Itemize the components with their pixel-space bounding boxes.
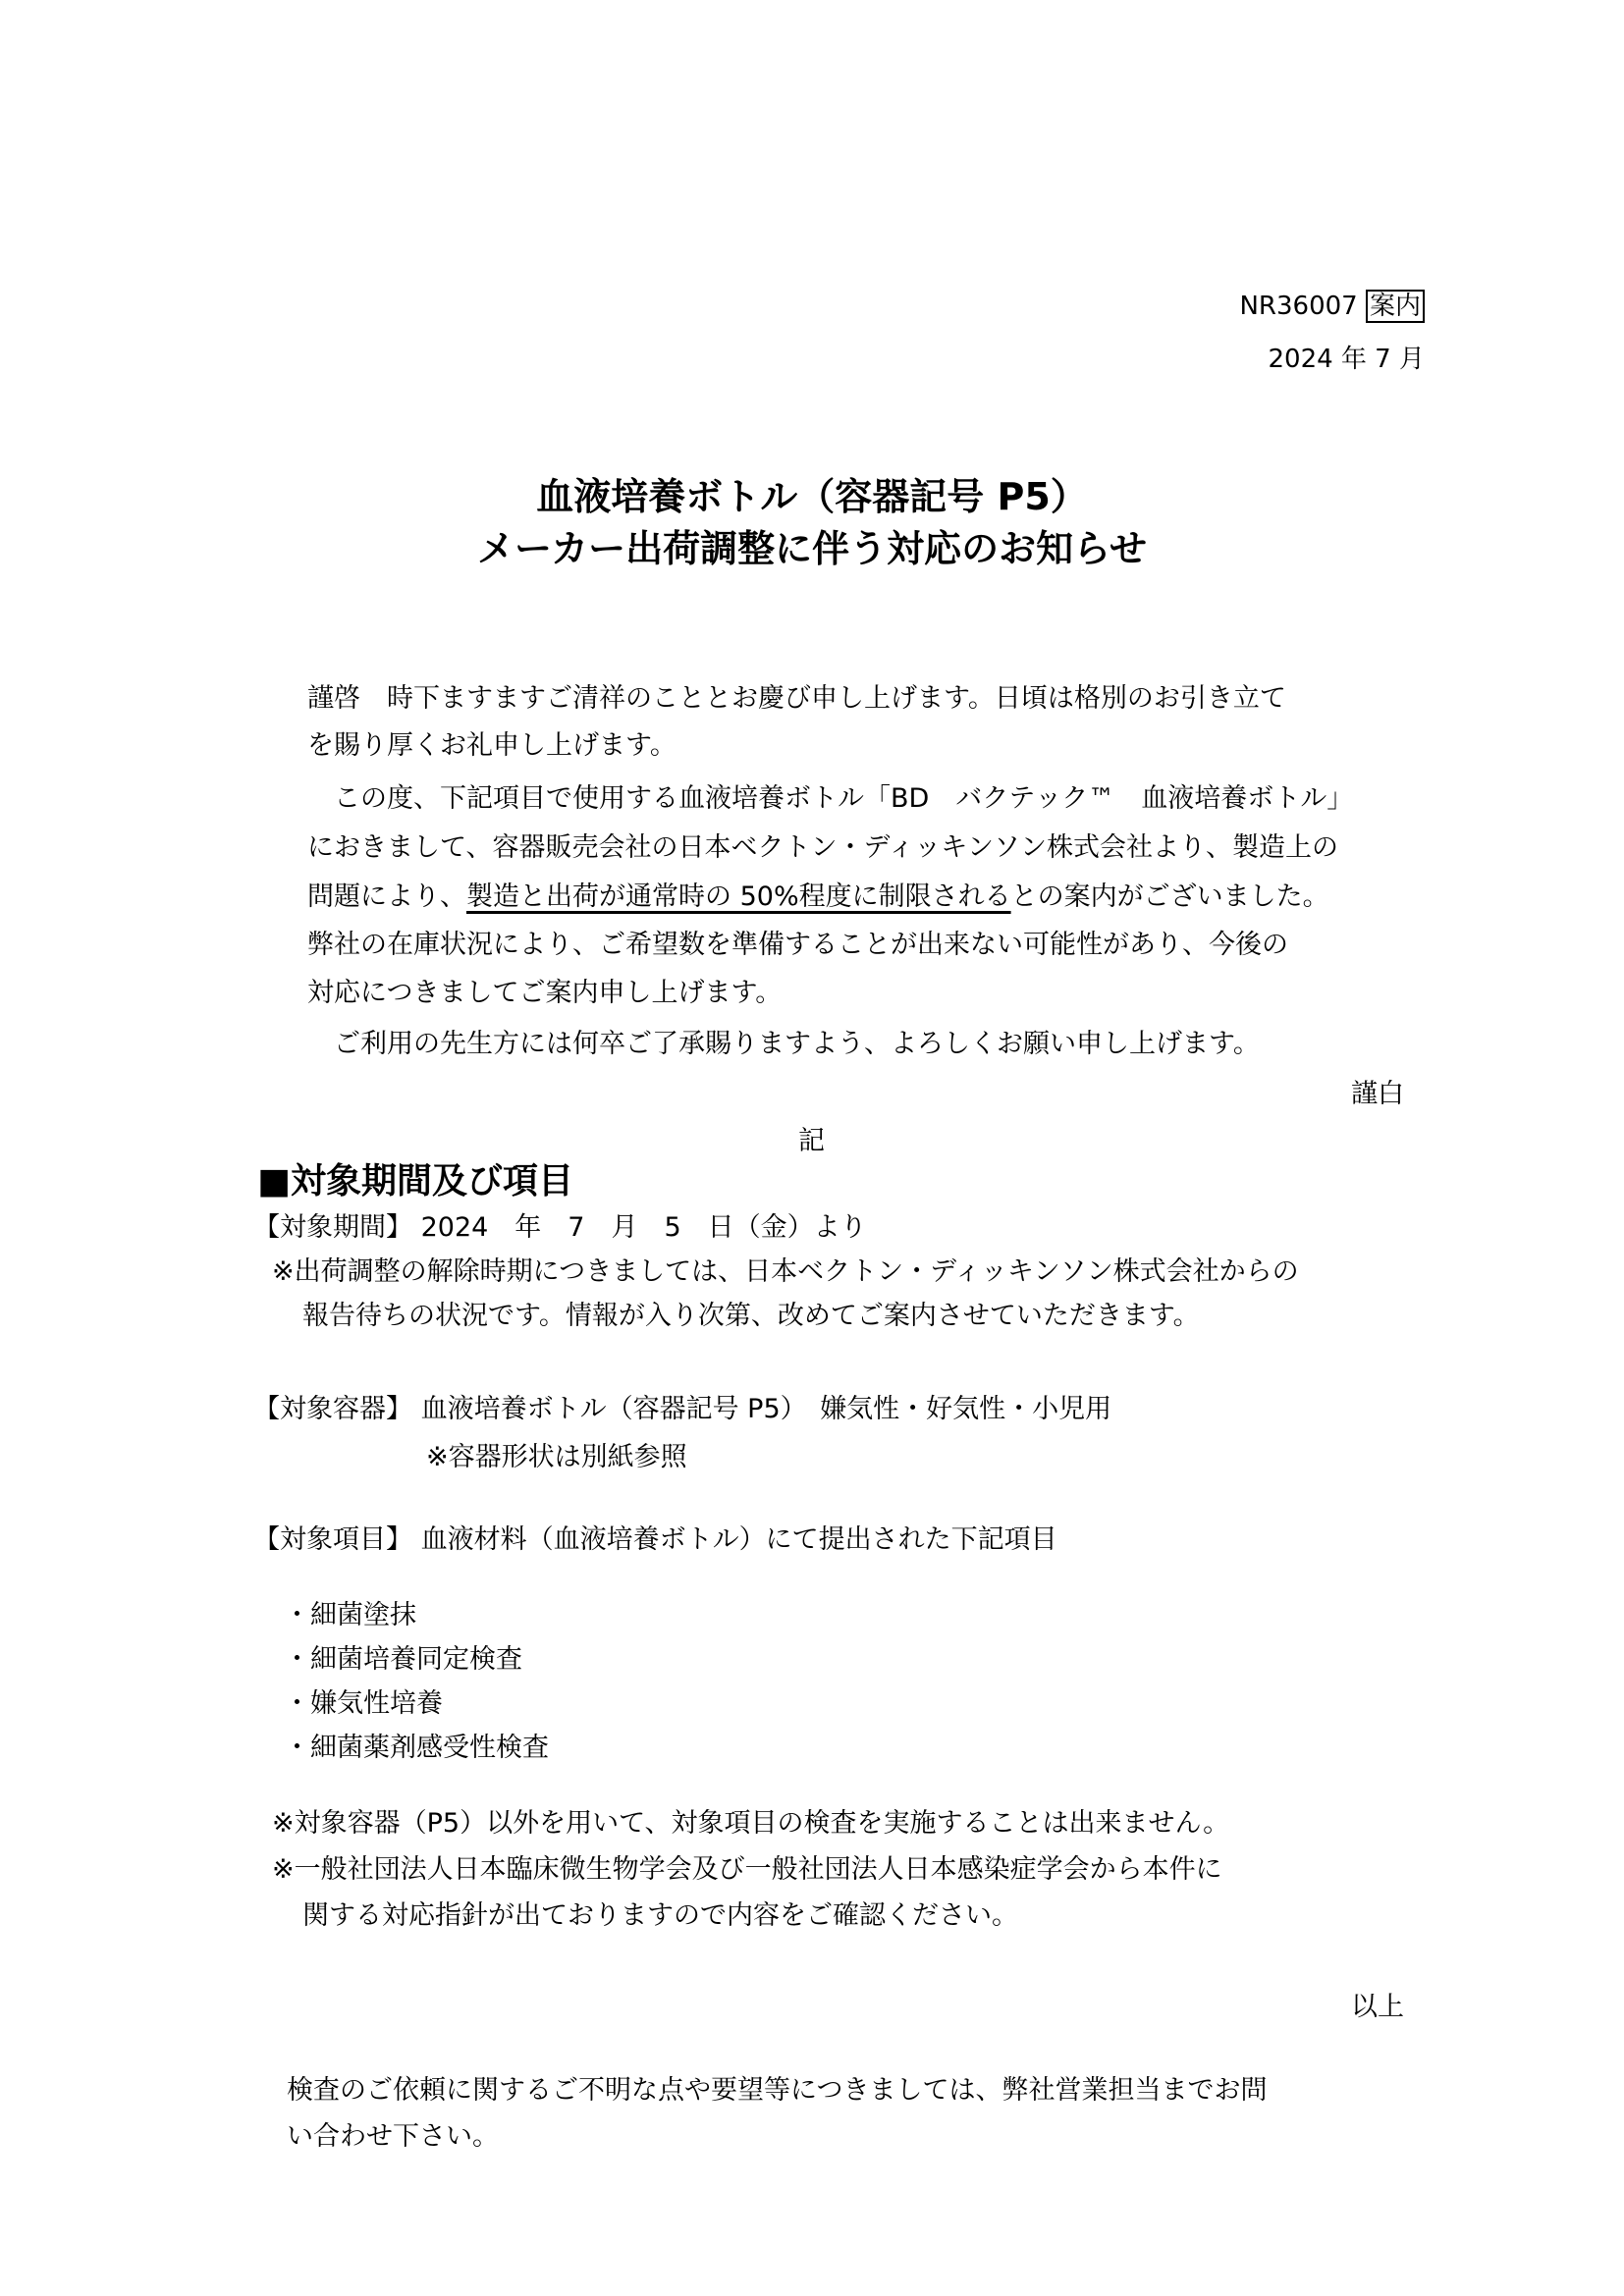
contact-line-1: 検査のご依頼に関するご不明な点や要望等につきましては、弊社営業担当までお問	[287, 2075, 1268, 2106]
period-row	[253, 1205, 867, 1244]
container-row	[253, 1387, 1111, 1425]
notice-highlight-underlined: 製造と出荷が通常時の 50%程度に制限される	[466, 881, 1011, 912]
period-note-1: ※出荷調整の解除時期につきましては、日本ベクトン・ディッキンソン株式会社からの	[272, 1256, 1299, 1287]
note-guideline-line-1: ※一般社団法人日本臨床微生物学会及び一般社団法人日本感染症学会から本件に	[272, 1854, 1222, 1885]
list-item: ・細菌塗抹	[284, 1600, 416, 1630]
request-line: ご利用の先生方には何卒ご了承賜りますよう、よろしくお願い申し上げます。	[307, 1029, 1260, 1059]
list-item: ・細菌薬剤感受性検査	[284, 1733, 549, 1763]
note-container-restriction: ※対象容器（P5）以外を用いて、対象項目の検査を実施することは出来ません。	[272, 1808, 1230, 1839]
list-item: ・嫌気性培養	[284, 1688, 443, 1719]
document-code	[1239, 286, 1425, 322]
doc-code-number: NR36007	[1239, 292, 1358, 321]
list-item: ・細菌培養同定検査	[284, 1644, 522, 1675]
title-line-2: メーカー出荷調整に伴う対応のお知らせ	[476, 527, 1148, 570]
note-guideline-line-2: 関する対応指針が出ておりますので内容をご確認ください。	[302, 1900, 1018, 1931]
greeting-line-2: を賜り厚くお礼申し上げます。	[307, 730, 677, 761]
doc-type-box: 案内	[1366, 290, 1425, 323]
container-label: 【対象容器】	[253, 1394, 412, 1424]
notice-line-4: 弊社の在庫状況により、ご希望数を準備することが出来ない可能性があり、今後の	[307, 930, 1288, 960]
period-note-2: 報告待ちの状況です。情報が入り次第、改めてご案内させていただきます。	[302, 1301, 1200, 1331]
container-note: ※容器形状は別紙参照	[426, 1442, 687, 1472]
contact-line-2: い合わせ下さい。	[287, 2121, 499, 2152]
notice-line-1: この度、下記項目で使用する血液培養ボトル「BD バクテック™ 血液培養ボトル」	[307, 783, 1354, 814]
closing-kinpaku: 謹白	[1351, 1079, 1404, 1109]
container-value: 血液培養ボトル（容器記号 P5） 嫌気性・好気性・小児用	[420, 1394, 1112, 1424]
items-value: 血液材料（血液培養ボトル）にて提出された下記項目	[420, 1524, 1057, 1555]
issue-date: 2024 年 7 月	[1268, 345, 1425, 374]
notice-line-3	[307, 875, 1329, 913]
notice-line-5: 対応につきましてご案内申し上げます。	[307, 978, 783, 1008]
period-label: 【対象期間】	[253, 1212, 412, 1243]
items-label: 【対象項目】	[253, 1524, 412, 1555]
greeting-line-1: 謹啓 時下ますますご清祥のこととお慶び申し上げます。日頃は格別のお引き立て	[307, 683, 1286, 714]
notice-line-3-pre: 問題により、	[307, 881, 466, 912]
notice-line-2: におきまして、容器販売会社の日本ベクトン・ディッキンソン株式会社より、製造上の	[307, 832, 1339, 863]
section-heading: ■対象期間及び項目	[257, 1161, 574, 1201]
notice-line-3-post: との案内がございました。	[1010, 881, 1329, 912]
ki-marker: 記	[798, 1126, 825, 1156]
ijou-end-marker: 以上	[1351, 1992, 1404, 2022]
items-row	[253, 1518, 1057, 1556]
period-value: 2024 年 7 月 5 日（金）より	[420, 1212, 867, 1243]
title-line-1: 血液培養ボトル（容器記号 P5）	[536, 475, 1088, 518]
